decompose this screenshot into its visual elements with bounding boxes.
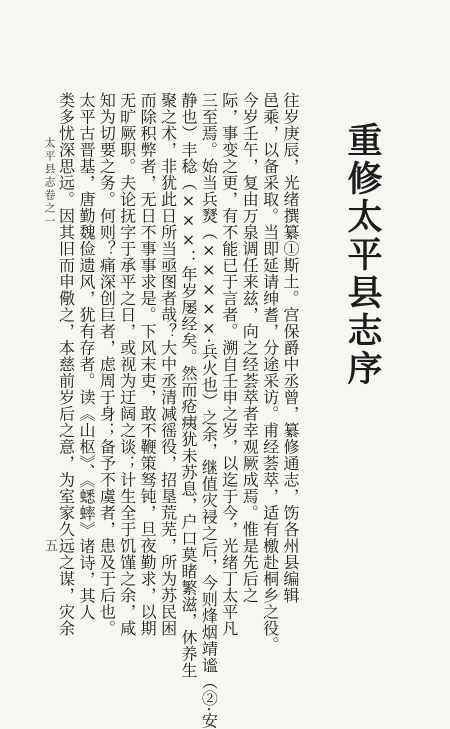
text-column: 太平古晋基，唐勤魏俭遗风，犹有存者。读《山枢》、《蟋蟀》诸诗，其人 [76,92,96,621]
text-column: 知为切要之务。何则？痛深创巨者，虑周于身；备予不虞者，患及于后也。 [97,92,117,637]
text-column: 无旷厥职。夫论抚字于承平之日，或视为迂阔之谈；计生全于饥馑之余，咸 [117,92,137,637]
body-text [56,92,330,729]
document-title: 重修太平县志序 [342,122,383,388]
page-number: 五 [45,539,59,554]
text-column: 类多忧深思远。因其旧而申儆之，本慈前岁后之意，为室家久远之谋，灾余 [56,92,76,637]
text-column: 邑乘，以备采取。当即延请绅耆，分途采访。甫经荟萃，适有檄赴桐乡之役。 [260,92,280,653]
text-column: 三至焉。始当兵燹（×××××·兵火也）之余，继值灾祲之后，今则烽烟靖谧（②·安 [199,92,219,729]
side-label: 太平县志卷之一 [43,137,56,228]
text-column: 而除积弊者，无日不事事求是。下风末吏，敢不鞭策驽钝，旦夜勤求，以期 [138,92,158,637]
text-column: 聚之术，非犹此日所当亟图者哉？大中丞清减徭役，招垦荒芜，所为苏民困 [158,92,178,637]
text-column: 静也）丰稔（×××：年岁屡经矣。然而疮痍犹未苏息，户口莫睹繁滋，休养生 [178,92,198,679]
text-column: 今岁壬午，复由万泉调任来兹，向之经荟萃者幸观厥成焉。惟是先后之 [240,92,260,604]
text-column: 际，事变之更，有不能已于言者。溯自壬申之岁，以迄于今，光绪丁太平凡 [219,92,239,637]
text-column: 往岁庚辰，光绪撰纂①斯土。宫保爵中丞曾，纂修通志，饬各州县编辑 [281,92,300,604]
